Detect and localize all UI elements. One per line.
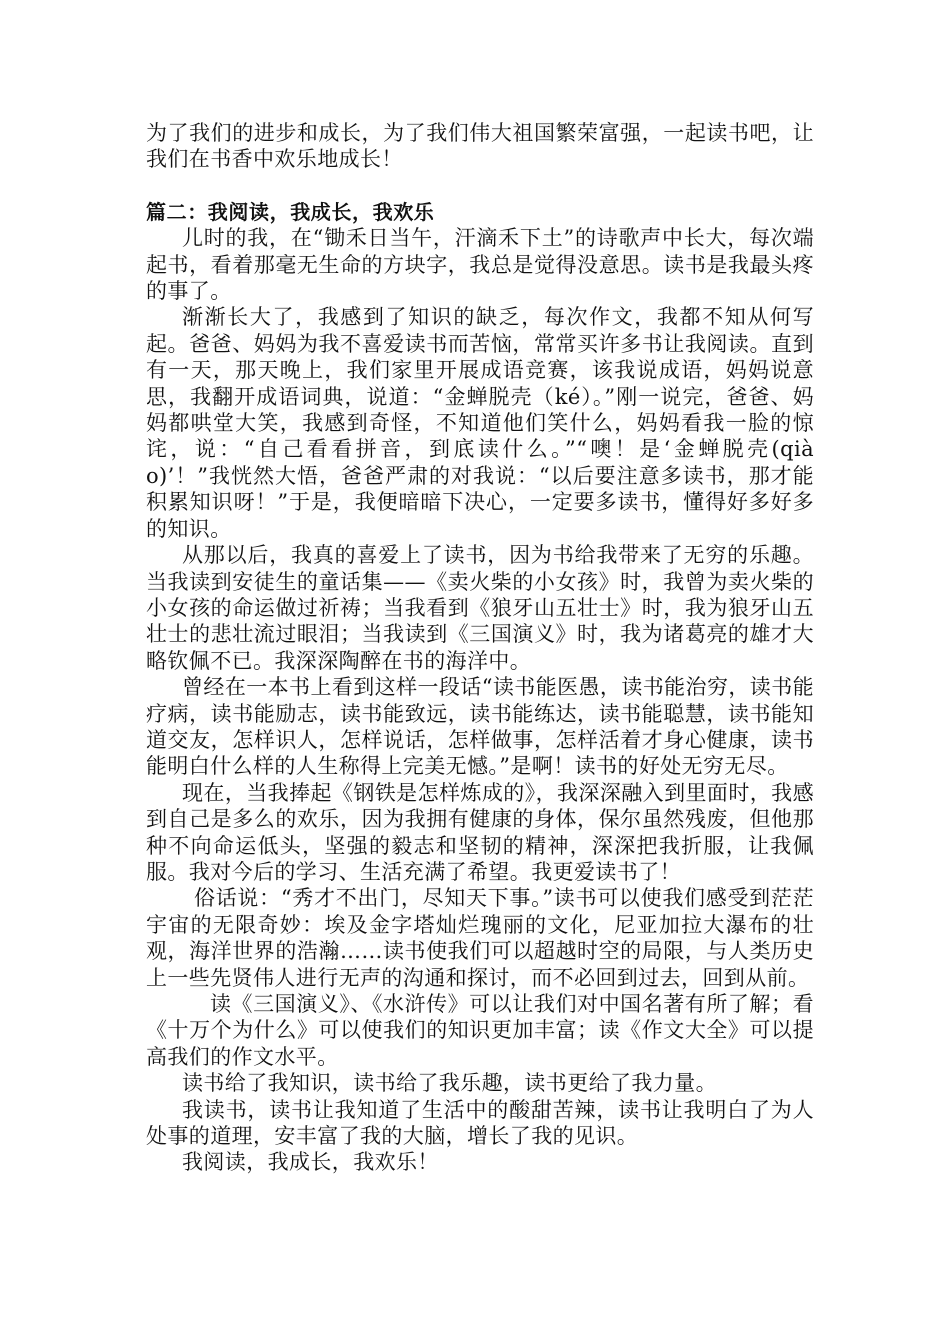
paragraph-8: 读书给了我知识，读书给了我乐趣，读书更给了我力量。 <box>182 1071 717 1096</box>
paragraph-5: 现在，当我捧起《钢铁是怎样炼成的》，我深深融入到里面时，我感到自己是多么的欢乐，因为我拥有健康的身体，保尔虽然残废，但他那种不向命运低头，坚强的毅志和坚韧的精神，深深把我折服，让我佩服。我对今后的学习、生活充满了希望。我更爱读书了！ <box>146 780 814 884</box>
paragraph-10: 我阅读，我成长，我欢乐！ <box>182 1150 439 1175</box>
paragraph-4: 曾经在一本书上看到这样一段话“读书能医愚，读书能治穷，读书能疗病，读书能励志，读书能致远，读书能练达，读书能聪慧，读书能知道交友，怎样识人，怎样说话，怎样做事，怎样活着才身心健康，读书能明白什么样的人生称得上完美无憾。”是啊！读书的好处无穷无尽。 <box>146 675 814 779</box>
paragraph-9: 我读书，读书让我知道了生活中的酸甜苦辣，读书让我明白了为人处事的道理，安丰富了我的大脑，增长了我的见识。 <box>146 1097 814 1149</box>
document-body <box>146 120 814 1176</box>
paragraph-2: 渐渐长大了，我感到了知识的缺乏，每次作文，我都不知从何写起。爸爸、妈妈为我不喜爱读书而苦恼，常常买许多书让我阅读。直到有一天，那天晚上，我们家里开展成语竞赛，该我说成语，妈妈说意思，我翻开成语词典，说道：“金蝉脱壳（ké）。”刚一说完，爸爸、妈妈都哄堂大笑，我感到奇怪，不知道他们笑什么，妈妈看我一脸的惊诧，说：“自己看看拼音，到底读什么。”“噢！是‘金蝉脱壳(qiào)’！”我恍然大悟，爸爸严肃的对我说：“以后要注意多读书，那才能积累知识呀！”于是，我便暗暗下决心，一定要多读书，懂得好多好多的知识。 <box>146 305 814 541</box>
paragraph-7: 读《三国演义》、《水浒传》可以让我们对中国名著有所了解；看《十万个为什么》可以使我们的知识更加丰富；读《作文大全》可以提高我们的作文水平。 <box>146 992 814 1069</box>
intro-paragraph: 为了我们的进步和成长，为了我们伟大祖国繁荣富强，一起读书吧，让我们在书香中欢乐地成长！ <box>146 121 814 172</box>
paragraph-6: 俗话说：“秀才不出门，尽知天下事。”读书可以使我们感受到茫茫宇宙的无限奇妙：埃及金字塔灿烂瑰丽的文化，尼亚加拉大瀑布的壮观，海洋世界的浩瀚……读书使我们可以超越时空的局限，与人类历史上一些先贤伟人进行无声的沟通和探讨，而不必回到过去，回到从前。 <box>146 886 814 990</box>
paragraph-3: 从那以后，我真的喜爱上了读书，因为书给我带来了无穷的乐趣。当我读到安徒生的童话集——《卖火柴的小女孩》时，我曾为卖火柴的小女孩的命运做过祈祷；当我看到《狼牙山五壮士》时，我为狼牙山五壮士的悲壮流过眼泪；当我读到《三国演义》时，我为诸葛亮的雄才大略钦佩不已。我深深陶醉在书的海洋中。 <box>146 543 814 673</box>
section-title: 篇二：我阅读，我成长，我欢乐 <box>146 199 435 224</box>
paragraph-1: 儿时的我，在“锄禾日当午，汗滴禾下土”的诗歌声中长大，每次端起书，看着那毫无生命的方块字，我总是觉得没意思。读书是我最头疼的事了。 <box>146 226 814 304</box>
